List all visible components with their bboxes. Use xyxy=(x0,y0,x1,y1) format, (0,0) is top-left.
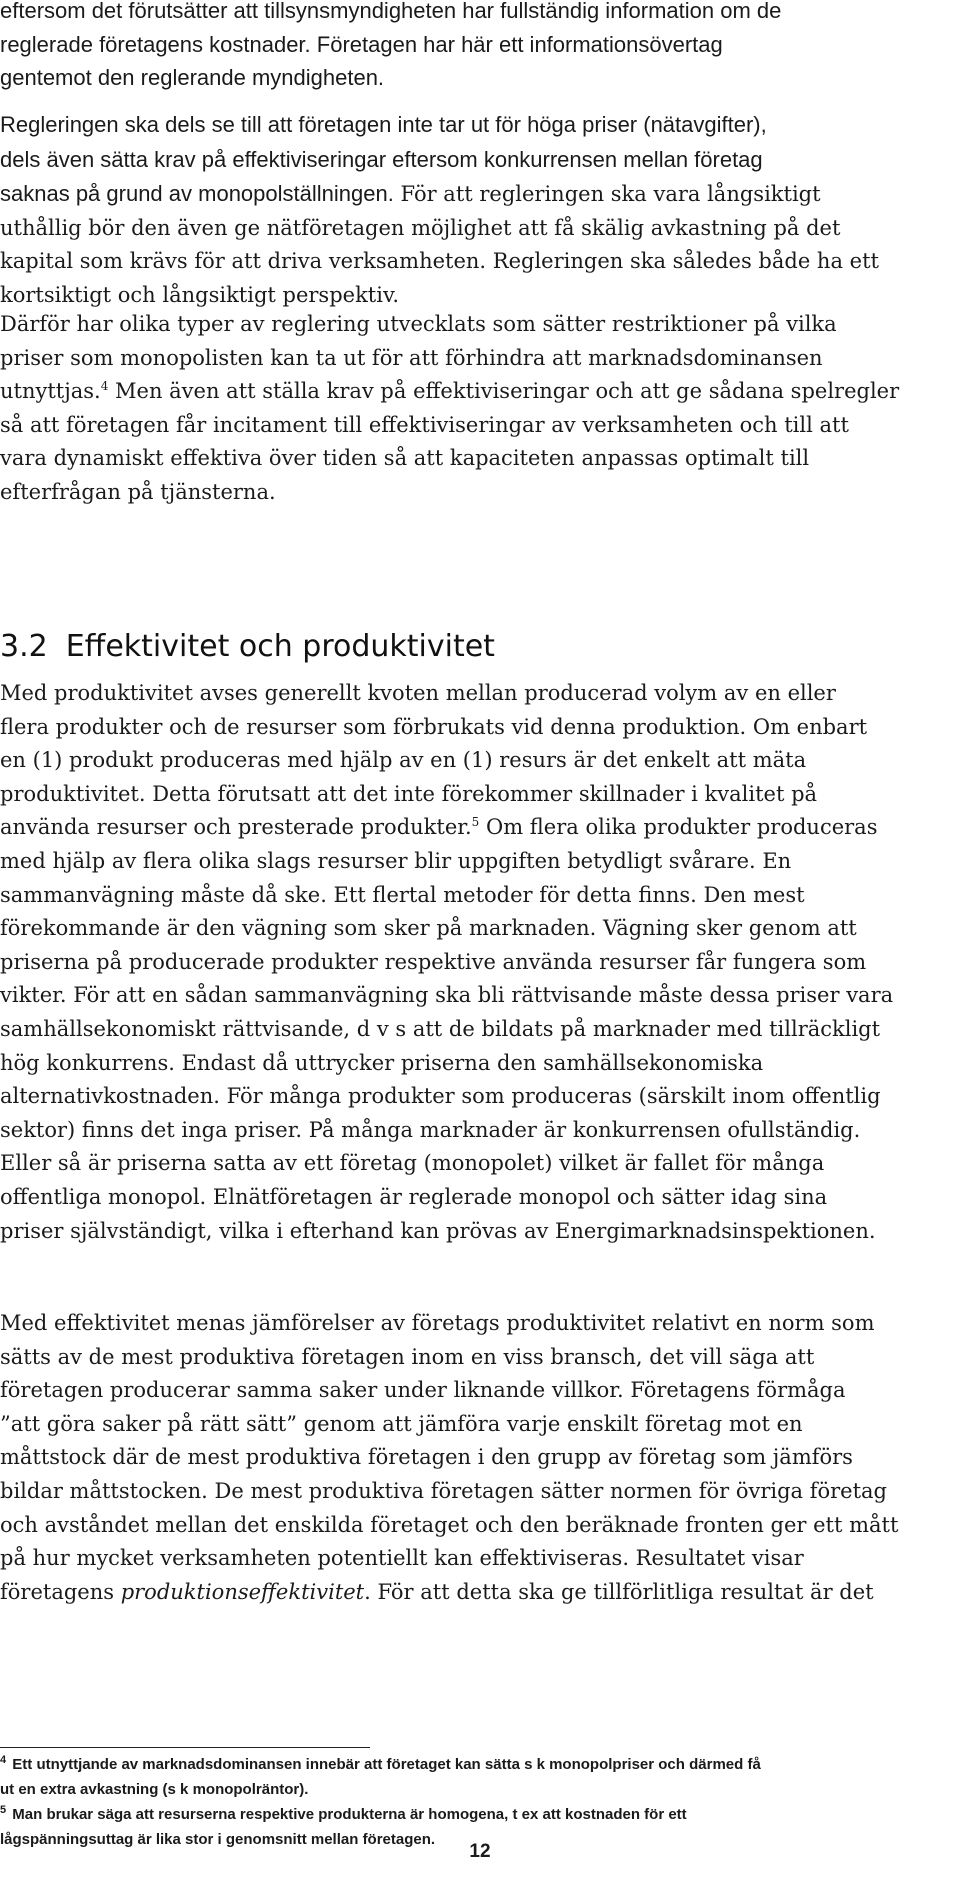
paragraph-regulation-types xyxy=(0,308,960,510)
footnote-text: Man brukar säga att resurserna respektive produkterna är homogena, t ex att kostnaden för ett lågspänningsuttag är lika stor i genomsnitt mellan företagen. xyxy=(0,1806,687,1848)
paragraph-text: . För att detta ska ge tillförlitliga resultat är det xyxy=(364,1579,874,1604)
paragraph-text: Med effektivitet menas jämförelser av företags produktivitet relativt en norm som sätts av de mest produktiva företagen inom en viss bransch, det vill säga att företagen producerar samma saker under liknande villkor. Företagens förmåga ”att göra saker på rätt sätt” genom att jämföra varje enskilt företag mot en måttstock där de mest produktiva företagen i den grupp av företag som jämförs bildar måttstocken. De mest produktiva företagen sätter normen för övriga företag och avståndet mellan det enskilda företaget och den beräknade fronten ger ett mått på hur mycket verksamheten potentiellt kan effektiviseras. Resultatet visar företagens xyxy=(0,1311,899,1604)
footnote-mark: 4 xyxy=(0,1754,7,1766)
paragraph-regulation-goals xyxy=(0,108,960,313)
paragraph-text: Därför har olika typer av reglering utvecklats som sätter restriktioner på vilka priser som monopolisten kan ta ut för att förhindra att marknadsdominansen utnyttjas. xyxy=(0,312,837,404)
page-number: 12 xyxy=(469,1841,491,1862)
paragraph-text: Om flera olika produkter produceras med hjälp av flera olika slags resurser blir uppgiften betydligt svårare. En sammanvägning måste då ske. Ett flertal metoder för detta finns. Den mest förekommande är den vägning som sker på marknaden. Vägning sker genom att priserna på producerade produkter respektive använda resurser får fungera som vikter. För att en sådan sammanvägning ska bli rättvisande måste dessa priser vara samhällsekonomiskt rättvisande, d v s att de bildats på marknader med tillräckligt hög konkurrens. Endast då uttrycker priserna den samhällsekonomiska alternativkostnaden. För många produkter som produceras (särskilt inom offentlig sektor) finns det inga priser. På många marknader är konkurrensen ofullständig. Eller så är priserna satta av ett företag (monopolet) vilket är fallet för många offentliga monopol. Elnätföretagen är reglerade monopol och sätter idag sina priser självständigt, vilka i efterhand kan prövas av Energimarknadsinspektionen. xyxy=(0,815,894,1243)
paragraph-productivity xyxy=(0,677,960,1248)
paragraph-text: Med produktivitet avses generellt kvoten mellan producerad volym av en eller flera produkter och de resurser som förbrukats vid denna produktion. Om enbart en (1) produkt produceras med hjälp av en (1) resurs är det enkelt att mäta produktivitet. Detta förutsatt att det inte förekommer skillnader i kvalitet på använda resurser och presterade produkter. xyxy=(0,681,868,840)
paragraph-text: Men även att ställa krav på effektiviseringar och att ge sådana spelregler så att företagen får incitament till effektiviseringar av verksamheten och till att vara dynamiskt effektiva över tiden så att kapaciteten anpassas optimalt till efterfrågan på tjänsterna. xyxy=(0,379,900,504)
paragraph-text: För att regleringen ska vara långsiktigt uthållig bör den även ge nätföretagen möjlighet att få skälig avkastning på det kapital som krävs för att driva verksamheten. Regleringen ska således både ha ett kortsiktigt och långsiktigt perspektiv. xyxy=(0,182,879,307)
section-title: Effektivitet och produktivitet xyxy=(65,629,495,664)
footnote-reference-5[interactable]: 5 xyxy=(471,815,480,830)
footnote-text: Ett utnyttjande av marknadsdominansen innebär att företaget kan sätta s k monopolpriser och därmed få ut en extra avkastning (s k monopolräntor). xyxy=(0,1756,761,1798)
italic-term: produktionseffektivitet xyxy=(120,1579,365,1604)
footnote-separator xyxy=(0,1747,370,1748)
paragraph-text-sans: Regleringen ska dels se till att företagen inte tar ut för höga priser (nätavgifter), dels även sätta krav på effektiviseringar eftersom konkurrensen mellan företag saknas på grund av monopolställningen. xyxy=(0,112,767,207)
footnote-mark: 5 xyxy=(0,1804,7,1816)
section-heading xyxy=(0,627,495,667)
footnote-reference-4[interactable]: 4 xyxy=(100,379,109,394)
paragraph-text: eftersom det förutsätter att tillsynsmyndigheten har fullständig information om de reglerade företagens kostnader. Företagen har här ett informationsövertag gentemot den reglerande myndigheten. xyxy=(0,0,782,91)
footnote-4 xyxy=(0,1752,960,1802)
paragraph-efficiency xyxy=(0,1307,960,1609)
paragraph-continued xyxy=(0,0,960,95)
section-number: 3.2 xyxy=(0,629,48,664)
